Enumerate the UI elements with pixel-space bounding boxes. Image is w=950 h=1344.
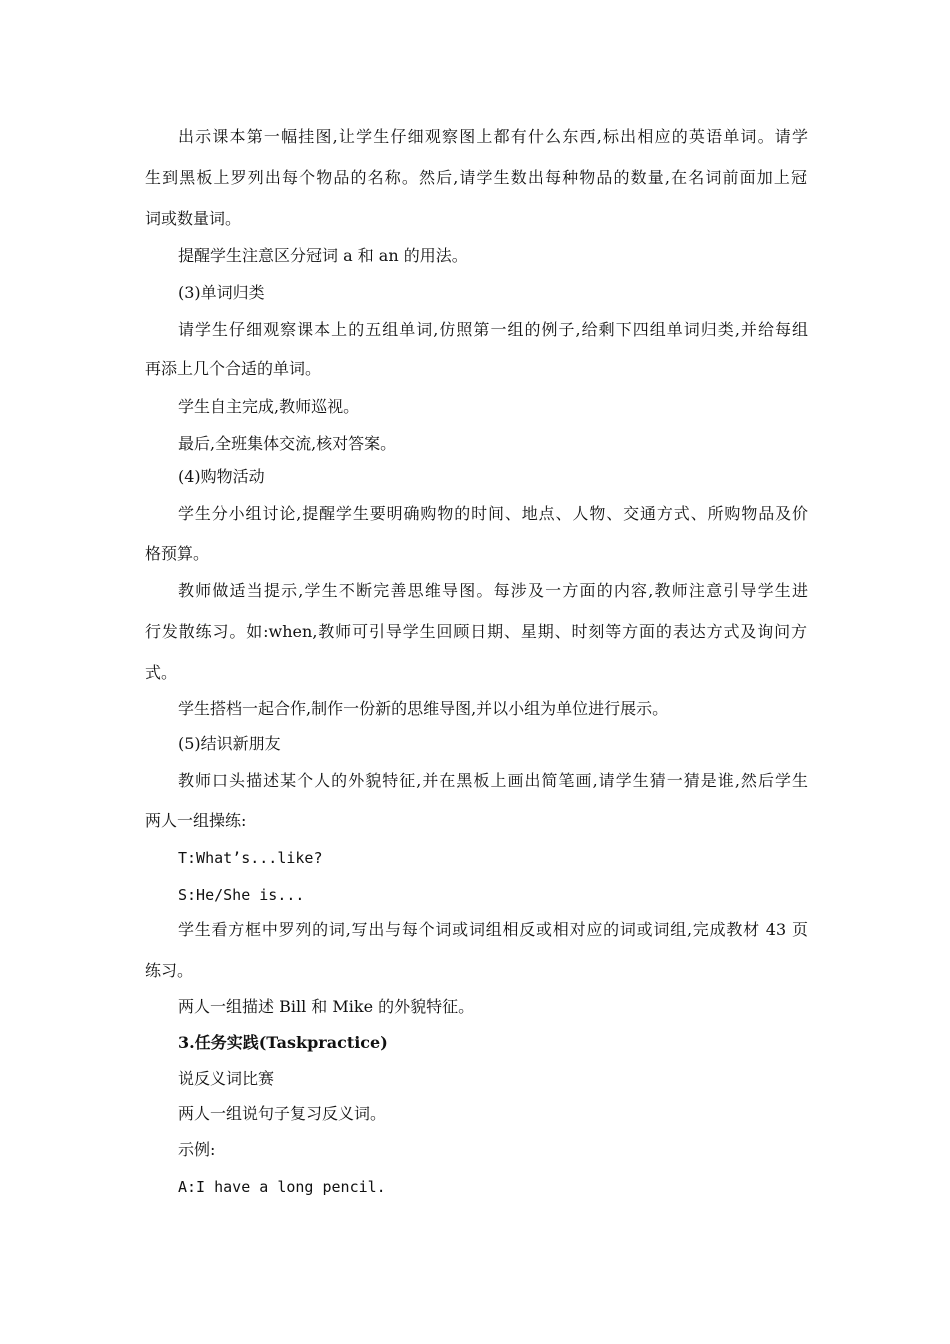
section-heading: (4)购物活动	[178, 467, 265, 486]
paragraph-line: 请学生仔细观察课本上的五组单词,仿照第一组的例子,给剩下四组单词归类,并给每组	[178, 320, 808, 339]
paragraph-line: 行发散练习。如:when,教师可引导学生回顾日期、星期、时刻等方面的表达方式及询问方	[145, 622, 807, 641]
paragraph-line: 练习。	[145, 961, 194, 980]
section-heading: (5)结识新朋友	[178, 734, 281, 753]
paragraph-line: 两人一组说句子复习反义词。	[178, 1104, 387, 1123]
paragraph-line: 学生自主完成,教师巡视。	[178, 397, 360, 416]
paragraph-line: 两人一组描述 Bill 和 Mike 的外貌特征。	[178, 997, 475, 1016]
dialogue-line: S:He/She is...	[178, 886, 305, 904]
paragraph-line: 学生看方框中罗列的词,写出与每个词或词组相反或相对应的词或词组,完成教材 43 页	[178, 920, 808, 939]
paragraph-line: 最后,全班集体交流,核对答案。	[178, 434, 397, 453]
paragraph-line: 示例:	[178, 1140, 216, 1159]
paragraph-line: 式。	[145, 663, 178, 682]
paragraph-line: 两人一组操练:	[145, 811, 247, 830]
paragraph-line: 说反义词比赛	[178, 1069, 275, 1088]
section-heading: (3)单词归类	[178, 283, 265, 302]
paragraph-line: 出示课本第一幅挂图,让学生仔细观察图上都有什么东西,标出相应的英语单词。请学	[178, 127, 808, 146]
dialogue-line: A:I have a long pencil.	[178, 1178, 386, 1196]
paragraph-line: 格预算。	[145, 544, 210, 563]
section-heading: 3.任务实践(Taskpractice)	[178, 1033, 388, 1052]
paragraph-line: 学生分小组讨论,提醒学生要明确购物的时间、地点、人物、交通方式、所购物品及价	[178, 504, 808, 523]
paragraph-line: 提醒学生注意区分冠词 a 和 an 的用法。	[178, 246, 468, 265]
paragraph-line: 教师口头描述某个人的外貌特征,并在黑板上画出简笔画,请学生猜一猜是谁,然后学生	[178, 771, 808, 790]
paragraph-line: 学生搭档一起合作,制作一份新的思维导图,并以小组为单位进行展示。	[178, 699, 669, 718]
paragraph-line: 词或数量词。	[145, 209, 242, 228]
paragraph-line: 再添上几个合适的单词。	[145, 359, 322, 378]
dialogue-line: T:What’s...like?	[178, 849, 323, 867]
paragraph-line: 生到黑板上罗列出每个物品的名称。然后,请学生数出每种物品的数量,在名词前面加上冠	[145, 168, 807, 187]
paragraph-line: 教师做适当提示,学生不断完善思维导图。每涉及一方面的内容,教师注意引导学生进	[178, 581, 808, 600]
